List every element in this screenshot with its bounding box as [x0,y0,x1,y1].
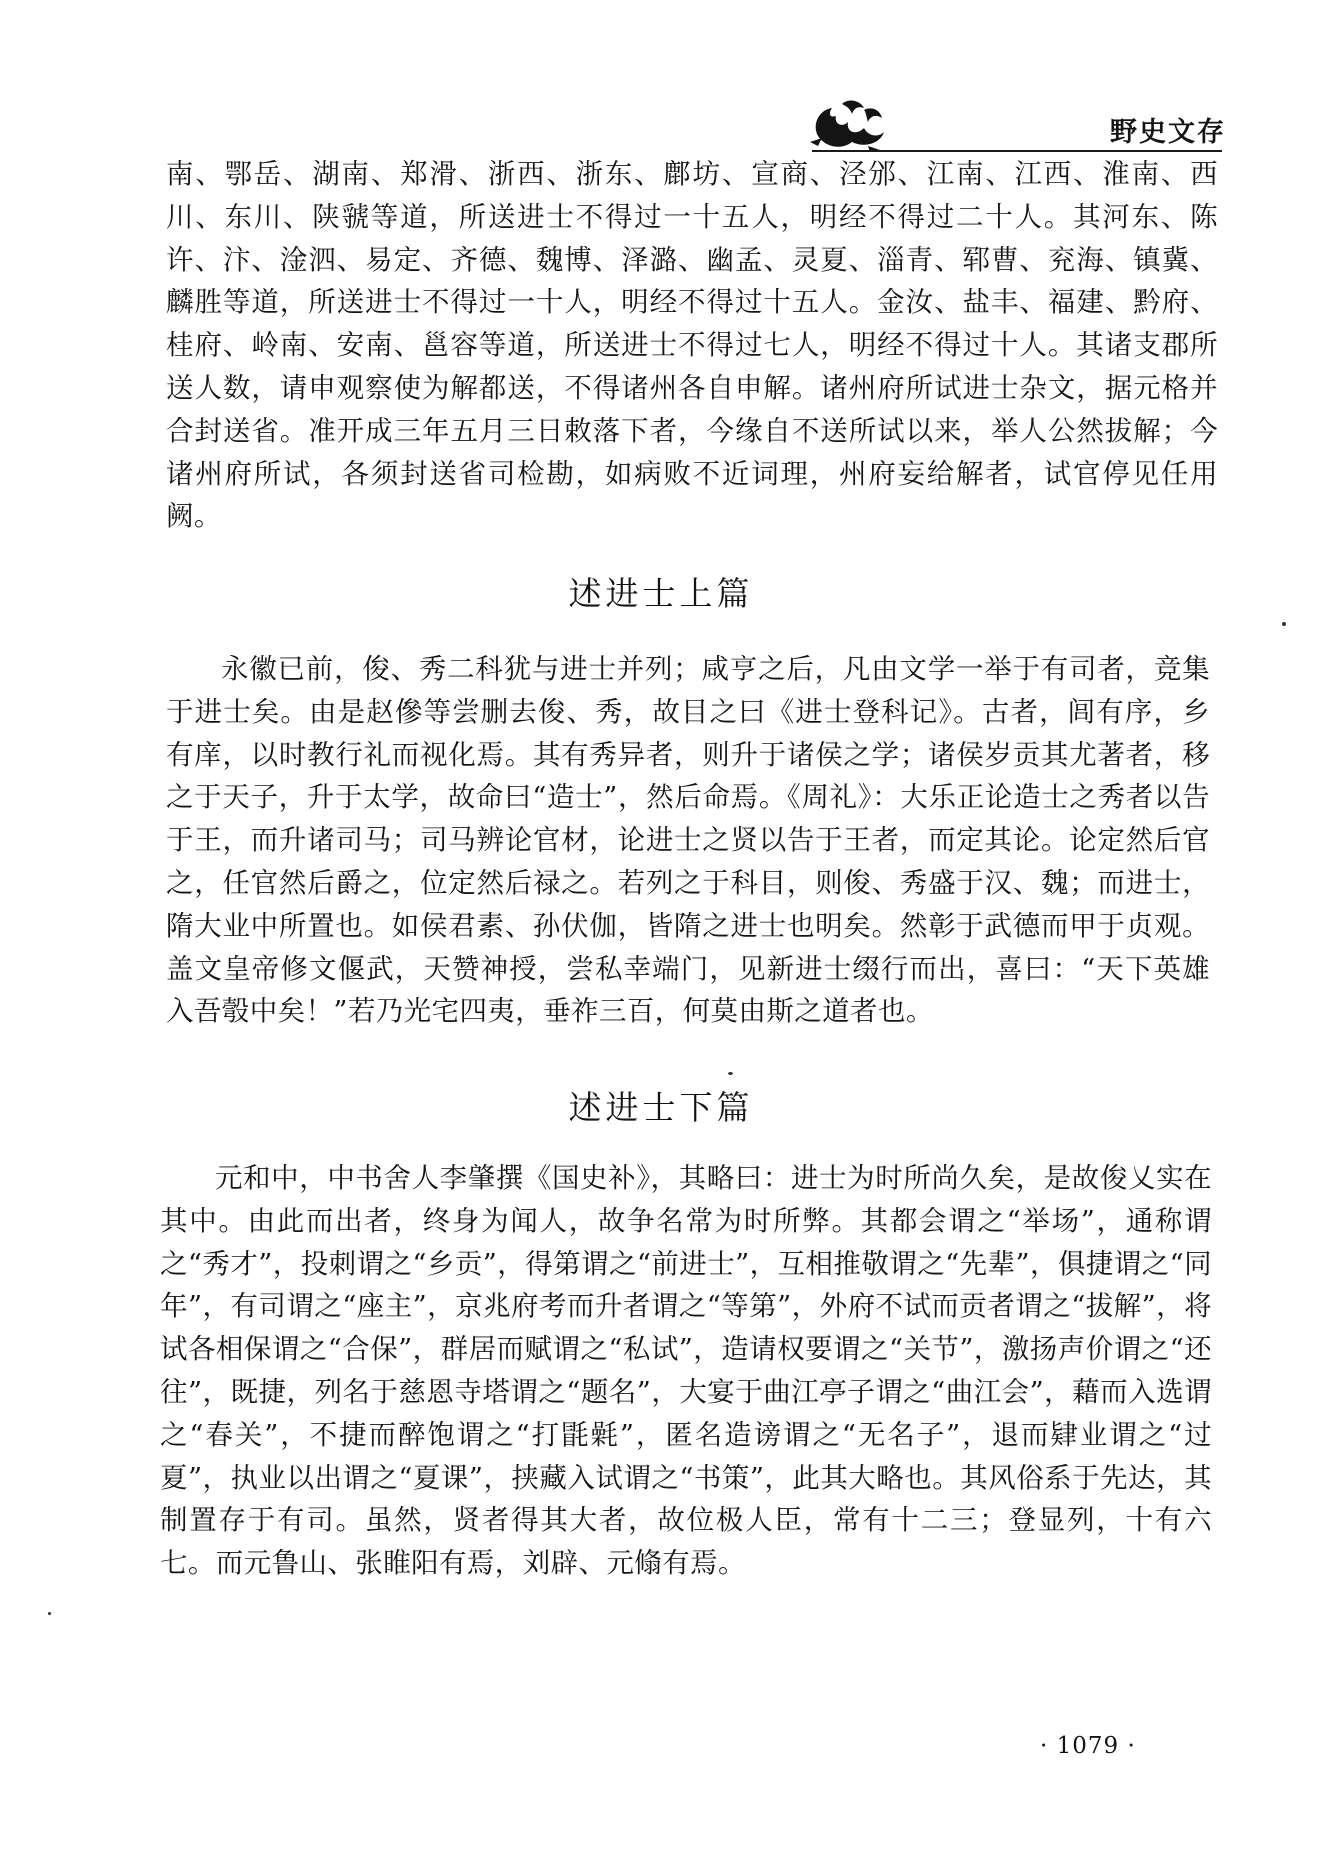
dragon-emblem-icon [808,96,888,154]
body-paragraph: 永徽已前，俊、秀二科犹与进士并列；咸亨之后，凡由文学一举于有司者，竞集于进士矣。由是赵傪等尝删去俊、秀，故目之曰《进士登科记》。古者，闾有序，乡有庠，以时教行礼而视化焉。其有秀异者，则升于诸侯之学；诸侯岁贡其尤著者，移之于天子，升于太学，故命曰“造士”，然后命焉。《周礼》：大乐正论造士之秀者以告于王，而升诸司马；司马辨论官材，论进士之贤以告于王者，而定其论。论定然后官之，任官然后爵之，位定然后禄之。若列之于科目，则俊、秀盛于汉、魏；而进士，隋大业中所置也。如侯君素、孙伏伽，皆隋之进士也明矣。然彰于武德而甲于贞观。盖文皇帝修文偃武，天赞神授，尝私幸端门，见新进士缀行而出，喜曰：“天下英雄入吾彀中矣！”若乃光宅四夷，垂祚三百，何莫由斯之道者也。 [166,653,1210,1028]
running-header-title: 野史文存 [1110,117,1226,148]
section-title: 述进士上篇 [568,574,754,613]
scan-speck [48,1612,51,1615]
body-paragraph: 元和中，中书舍人李肇撰《国史补》，其略曰：进士为时所尚久矣，是故俊乂实在其中。由此而出者，终身为闻人，故争名常为时所弊。其都会谓之“举场”，通称谓之“秀才”，投刺谓之“乡贡”，得第谓之“前进士”，互相推敬谓之“先辈”，俱捷谓之“同年”，有司谓之“座主”，京兆府考而升者谓之“等第”，外府不试而贡者谓之“拔解”，将试各相保谓之“合保”，群居而赋谓之“私试”，造请权要谓之“关节”，激扬声价谓之“还往”，既捷，列名于慈恩寺塔谓之“题名”，大宴于曲江亭子谓之“曲江会”，藉而入选谓之“春关”，不捷而醉饱谓之“打毷氉”，匿名造谤谓之“无名子”，退而肄业谓之“过夏”，执业以出谓之“夏课”，挟藏入试谓之“书策”，此其大略也。其风俗系于先达，其制置存于有司。虽然，贤者得其大者，故位极人臣，常有十二三；登显列，十有六七。而元鲁山、张睢阳有焉，刘辟、元翛有焉。 [160,1162,1212,1580]
page-number: · 1079 · [1040,1733,1136,1759]
scan-speck [728,1072,733,1075]
section-title: 述进士下篇 [568,1088,754,1127]
scan-speck [1282,622,1286,626]
header-rule [812,150,1222,152]
body-paragraph: 南、鄂岳、湖南、郑滑、浙西、浙东、鄜坊、宣商、泾邠、江南、江西、淮南、西川、东川、陕虢等道，所送进士不得过一十五人，明经不得过二十人。其河东、陈许、汴、淦泗、易定、齐德、魏博、泽潞、幽孟、灵夏、淄青、郓曹、兖海、镇冀、麟胜等道，所送进士不得过一十人，明经不得过十五人。金汝、盐丰、福建、黔府、桂府、岭南、安南、邕容等道，所送进士不得过七人，明经不得过十人。其诸支郡所送人数，请申观察使为解都送，不得诸州各自申解。诸州府所试进士杂文，据元格并合封送省。准开成三年五月三日敕落下者，今缘自不送所试以来，举人公然拔解；今诸州府所试，各须封送省司检勘，如病败不近词理，州府妄给解者，试官停见任用阙。 [166,158,1218,533]
